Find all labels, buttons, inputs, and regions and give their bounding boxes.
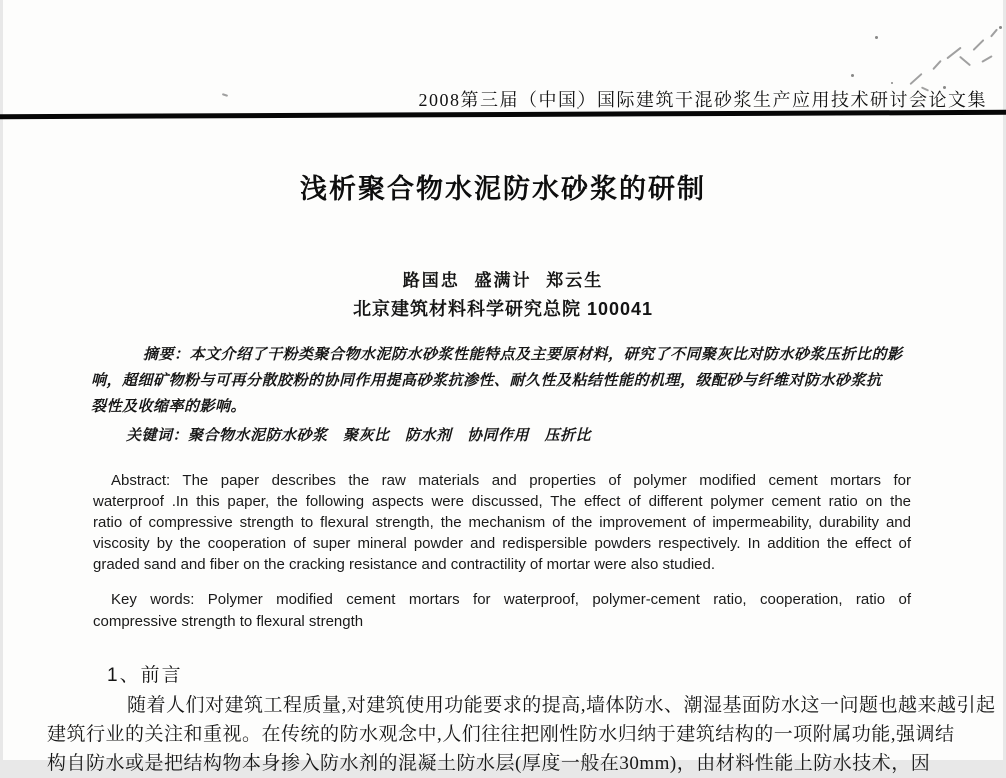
paragraph-line: 随着人们对建筑工程质量,对建筑使用功能要求的提高,墙体防水、潮湿基面防水这一问题也越来越引起	[127, 695, 996, 716]
abstract-en-line: ratio of compressive strength to flexural strength, the mechanism of the improvement of impermeability, durability and	[93, 514, 911, 531]
abstract-en-line: waterproof .In this paper, the following aspects were discussed, The effect of different polymer cement ratio on the	[93, 493, 911, 510]
paragraph-line-partial: 构自防水或是把结构物本身掺入防水剂的混凝土防水层(厚度一般在30mm)，由材料性能上防水技术，因	[47, 753, 931, 774]
abstract-en-line: Abstract: The paper describes the raw materials and properties of polymer modified cement mortars for	[111, 472, 911, 489]
keywords-en-line: compressive strength to flexural strength	[93, 613, 364, 630]
abstract-cn-line: 摘要：本文介绍了干粉类聚合物水泥防水砂浆性能特点及主要原材料，研究了不同聚灰比对防水砂浆压折比的影	[143, 347, 903, 363]
proceedings-header: 2008第三届（中国）国际建筑干混砂浆生产应用技术研讨会论文集	[418, 90, 987, 110]
abstract-cn-line: 响，超细矿物粉与可再分散胶粉的协同作用提高砂浆抗渗性、耐久性及粘结性能的机理，级配砂与纤维对防水砂浆抗	[91, 373, 882, 389]
abstract-en-line: viscosity by the cooperation of super mineral powder and redispersible powders respectively. In addition the effect of	[93, 535, 911, 552]
paper-title: 浅析聚合物水泥防水砂浆的研制	[300, 174, 706, 204]
abstract-cn	[91, 342, 915, 420]
keywords-cn: 关键词：聚合物水泥防水砂浆 聚灰比 防水剂 协同作用 压折比	[126, 428, 592, 444]
abstract-en-line: graded sand and fiber on the cracking resistance and contractility of mortar were also studied.	[93, 556, 716, 573]
section-paragraph	[47, 691, 996, 778]
authors: 路国忠 盛满计 郑云生	[402, 271, 604, 290]
paragraph-line: 建筑行业的关注和重视。在传统的防水观念中,人们往往把刚性防水归纳于建筑结构的一项附属功能,强调结	[47, 724, 955, 745]
abstract-cn-line: 裂性及收缩率的影响。	[91, 399, 247, 415]
keywords-en-line: Key words: Polymer modified cement mortars for waterproof, polymer-cement ratio, cooperation, ratio of	[111, 591, 911, 608]
affiliation: 北京建筑材料科学研究总院 100041	[352, 299, 654, 319]
abstract-en	[93, 470, 911, 575]
keywords-en	[93, 589, 911, 633]
scanned-paper-page	[3, 0, 1003, 774]
section-heading: 1、前言	[107, 665, 183, 686]
header-rule	[0, 110, 1006, 119]
